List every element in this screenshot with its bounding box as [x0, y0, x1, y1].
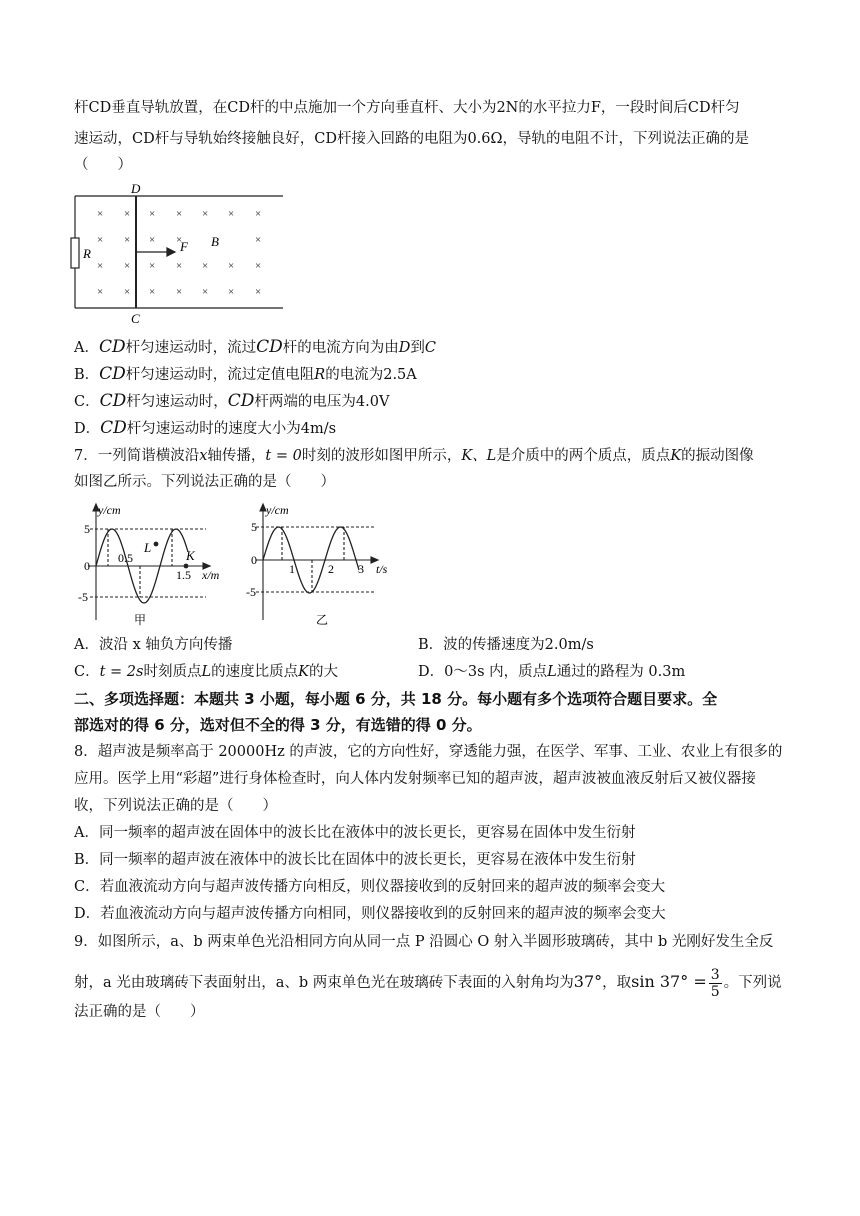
svg-text:-5: -5 — [78, 590, 88, 604]
svg-text:0.5: 0.5 — [118, 551, 133, 565]
wave-graph-jia — [78, 500, 248, 630]
svg-text:1.5: 1.5 — [176, 568, 191, 582]
field-cross-mark: × — [124, 234, 131, 246]
field-cross-mark: × — [97, 208, 104, 220]
q8-option-a[interactable]: A．同一频率的超声波在固体中的波长比在液体中的波长更长，更容易在固体中发生衍射 — [74, 825, 636, 841]
svg-text:0: 0 — [84, 559, 90, 573]
q8-stem-line-2: 应用。医学上用“彩超”进行身体检查时，向人体内发射频率已知的超声波，超声波被血液反射后又被仪器接 — [74, 771, 756, 787]
label-C: C — [131, 311, 140, 326]
label-R: R — [83, 246, 91, 261]
q9-stem-line-3: 法正确的是（ ） — [74, 1004, 205, 1020]
label-B: B — [211, 234, 219, 249]
section-2-heading-line-2: 部选对的得 6 分，选对但不全的得 3 分，有选错的得 0 分。 — [74, 716, 482, 734]
q7-option-a[interactable]: A．波沿 x 轴负方向传播 — [74, 637, 233, 653]
svg-text:3: 3 — [358, 562, 364, 576]
field-cross-mark: × — [97, 234, 104, 246]
q6-stem-line-3: （ ） — [74, 157, 132, 173]
svg-text:y/cm: y/cm — [266, 503, 289, 517]
svg-text:K: K — [186, 548, 195, 563]
q7-stem-line-1: 7．一列简谐横波沿x轴传播，t = 0时刻的波形如图甲所示，K、L是介质中的两个质点，质点K的振动图像 — [74, 448, 754, 464]
field-cross-mark: × — [228, 286, 235, 298]
field-cross-mark: × — [255, 260, 262, 272]
vibration-graph-yi — [246, 500, 406, 630]
field-cross-mark: × — [255, 286, 262, 298]
field-cross-mark: × — [228, 260, 235, 272]
q7-stem-line-2: 如图乙所示。下列说法正确的是（ ） — [74, 474, 335, 490]
q8-option-b[interactable]: B．同一频率的超声波在液体中的波长比在固体中的波长更长，更容易在液体中发生衍射 — [74, 852, 636, 868]
q9-stem-line-1: 9．如图所示，a、b 两束单色光沿相同方向从同一点 P 沿圆心 O 射入半圆形玻璃砖，其中 b 光刚好发生全反 — [74, 934, 774, 950]
q6-option-d[interactable]: D．CD杆匀速运动时的速度大小为4m/s — [74, 418, 337, 438]
field-cross-mark: × — [176, 260, 183, 272]
q7-option-b[interactable]: B．波的传播速度为2.0m/s — [418, 637, 594, 653]
svg-text:乙: 乙 — [316, 613, 329, 627]
q8-stem-line-3: 收，下列说法正确的是（ ） — [74, 798, 277, 814]
field-cross-mark: × — [124, 260, 131, 272]
q6-option-b[interactable]: B．CD杆匀速运动时，流过定值电阻R的电流为2.5A — [74, 364, 417, 384]
section-2-heading-line-1: 二、多项选择题：本题共 3 小题，每小题 6 分，共 18 分。每小题有多个选项符合题目要求。全 — [74, 690, 718, 708]
field-cross-mark: × — [149, 208, 156, 220]
label-F: F — [180, 239, 188, 254]
field-cross-mark: × — [176, 234, 183, 246]
field-cross-mark: × — [176, 286, 183, 298]
field-cross-mark: × — [149, 286, 156, 298]
field-cross-mark: × — [255, 234, 262, 246]
svg-text:1: 1 — [289, 562, 295, 576]
q6-circuit-figure — [70, 182, 290, 327]
field-cross-mark: × — [149, 234, 156, 246]
field-cross-mark: × — [255, 208, 262, 220]
svg-text:L: L — [144, 540, 152, 555]
q6-stem-line-2: 速运动，CD杆与导轨始终接触良好，CD杆接入回路的电阻为0.6Ω，导轨的电阻不计，下列说法正确的是 — [74, 131, 750, 147]
q6-stem-line-1: 杆CD垂直导轨放置，在CD杆的中点施加一个方向垂直杆、大小为2N的水平拉力F，一段时间后CD杆匀 — [74, 100, 740, 116]
field-cross-mark: × — [202, 286, 209, 298]
svg-text:y/cm: y/cm — [98, 503, 121, 517]
svg-text:5: 5 — [84, 522, 90, 536]
svg-text:x/m: x/m — [202, 568, 220, 582]
field-cross-mark: × — [124, 286, 131, 298]
field-cross-mark: × — [228, 208, 235, 220]
field-cross-mark: × — [124, 208, 131, 220]
svg-text:2: 2 — [328, 562, 334, 576]
field-cross-mark: × — [202, 208, 209, 220]
q8-option-c[interactable]: C．若血液流动方向与超声波传播方向相反，则仪器接收到的反射回来的超声波的频率会变大 — [74, 879, 666, 895]
q6-option-a[interactable]: A．CD杆匀速运动时，流过CD杆的电流方向为由D到C — [74, 337, 437, 357]
q8-option-d[interactable]: D．若血液流动方向与超声波传播方向相同，则仪器接收到的反射回来的超声波的频率会变大 — [74, 906, 666, 922]
field-cross-mark: × — [97, 260, 104, 272]
svg-text:甲: 甲 — [134, 613, 147, 627]
q7-option-c[interactable]: C．t = 2s时刻质点L的速度比质点K的大 — [74, 664, 338, 680]
field-cross-mark: × — [97, 286, 104, 298]
field-cross-mark: × — [149, 260, 156, 272]
svg-text:0: 0 — [251, 553, 257, 567]
svg-text:t/s: t/s — [376, 562, 388, 576]
q9-stem-line-2: 射，a 光由玻璃砖下表面射出，a、b 两束单色光在玻璃砖下表面的入射角均为37°，取sin 37° = $\frac{3}{5}$ 。下列说 — [74, 966, 782, 1000]
label-D: D — [131, 182, 141, 196]
fraction-three-fifths: $\frac{3}{5}$ — [710, 966, 720, 1000]
q6-option-c[interactable]: C．CD杆匀速运动时，CD杆两端的电压为4.0V — [74, 391, 390, 411]
svg-text:-5: -5 — [246, 585, 256, 599]
q7-option-d[interactable]: D．0～3s 内，质点L通过的路程为 0.3m — [418, 664, 686, 680]
q8-stem-line-1: 8．超声波是频率高于 20000Hz 的声波，它的方向性好，穿透能力强，在医学、军事、工业、农业上有很多的 — [74, 744, 783, 760]
field-cross-mark: × — [202, 260, 209, 272]
svg-text:5: 5 — [251, 520, 257, 534]
field-cross-mark: × — [176, 208, 183, 220]
